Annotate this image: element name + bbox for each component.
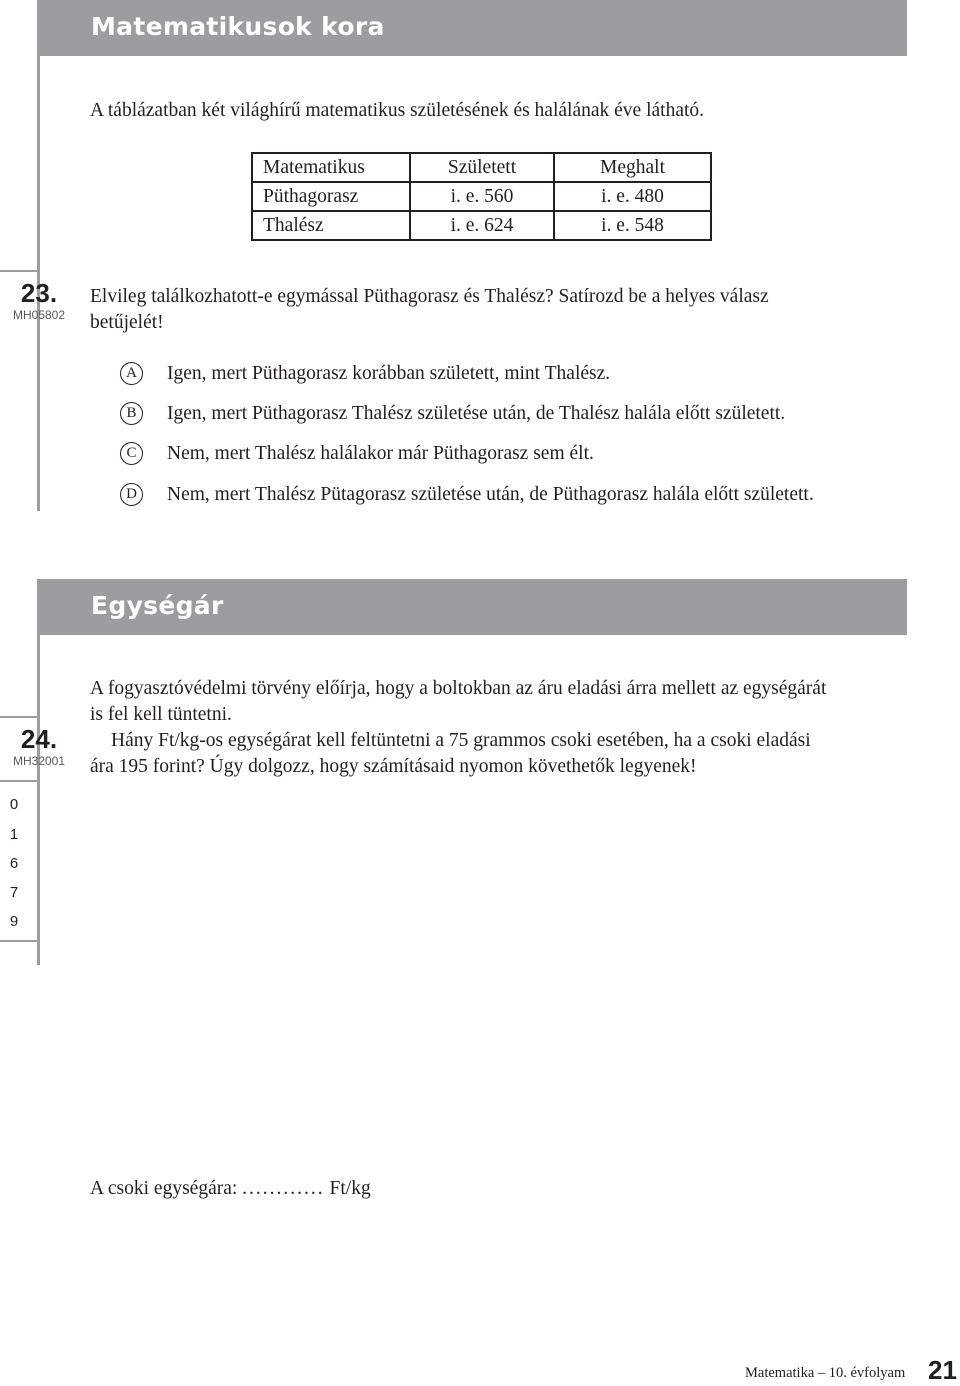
table-cell: i. e. 624 [410, 211, 554, 240]
table-header: Matematikus [252, 153, 410, 182]
task-text [90, 676, 826, 780]
table-header: Meghalt [554, 153, 711, 182]
table-header: Született [410, 153, 554, 182]
option-c-text: Nem, mert Thalész halálakor már Püthagorasz sem élt. [167, 443, 594, 464]
task-line: is fel kell tüntetni. [90, 704, 232, 725]
task-line: Hány Ft/kg-os egységárat kell feltüntetni a 75 grammos csoki esetében, ha a csoki eladási [111, 730, 811, 751]
option-d-bubble[interactable]: D [120, 483, 143, 506]
question-code: MH32001 [12, 754, 66, 768]
answer-line [90, 1176, 371, 1202]
table-cell: i. e. 548 [554, 211, 711, 240]
question-code: MH05802 [12, 308, 66, 322]
score-value: 0 [9, 796, 19, 813]
section-header [37, 579, 907, 635]
question-line: Elvileg találkozhatott-e egymással Püthagorasz és Thalész? Satírozd be a helyes válasz [90, 286, 769, 307]
intro-text: A táblázatban két világhírű matematikus születésének és halálának éve látható. [90, 100, 705, 121]
question-number: 24. [20, 724, 58, 754]
question-number: 23. [20, 278, 58, 308]
score-value: 1 [9, 826, 19, 843]
option-c-bubble[interactable]: C [120, 442, 143, 465]
task-line: ára 195 forint? Úgy dolgozz, hogy számításaid nyomon követhetők legyenek! [90, 756, 697, 777]
table-row [252, 211, 711, 240]
question-separator [0, 270, 39, 272]
task-line: A fogyasztóvédelmi törvény előírja, hogy a boltokban az áru eladási árra mellett az egységárát [90, 678, 827, 699]
question-text [90, 284, 769, 336]
option-a-bubble[interactable]: A [120, 362, 143, 385]
table-row [252, 182, 711, 211]
footer-subject: Matematika – 10. évfolyam [745, 1365, 906, 1381]
option-b-bubble[interactable]: B [120, 402, 143, 425]
score-value: 6 [9, 855, 19, 872]
table-cell: i. e. 560 [410, 182, 554, 211]
option-b-text: Igen, mert Püthagorasz Thalész születése után, de Thalész halála előtt született. [167, 403, 786, 424]
answer-unit: Ft/kg [329, 1178, 371, 1199]
question-line: betűjelét! [90, 312, 164, 333]
score-box-bottom [0, 940, 39, 942]
section-title: Egységár [91, 591, 224, 620]
answer-field[interactable]: ............ [242, 1178, 325, 1199]
table-header-row [252, 153, 711, 182]
score-value: 9 [9, 913, 19, 930]
table-cell: Püthagorasz [252, 182, 410, 211]
option-d-text: Nem, mert Thalész Pütagorasz születése után, de Püthagorasz halála előtt született. [167, 484, 814, 505]
option-a-text: Igen, mert Püthagorasz korábban született, mint Thalész. [167, 363, 611, 384]
table-cell: i. e. 480 [554, 182, 711, 211]
score-value: 7 [9, 884, 19, 901]
question-separator [0, 716, 39, 718]
section-title: Matematikusok kora [91, 12, 385, 41]
table-cell: Thalész [252, 211, 410, 240]
section-header [37, 0, 907, 56]
section-divider [37, 635, 40, 965]
score-box-top [0, 780, 39, 782]
page-number: 21 [928, 1355, 957, 1385]
answer-label: A csoki egységára: [90, 1178, 238, 1199]
data-table [251, 152, 712, 241]
